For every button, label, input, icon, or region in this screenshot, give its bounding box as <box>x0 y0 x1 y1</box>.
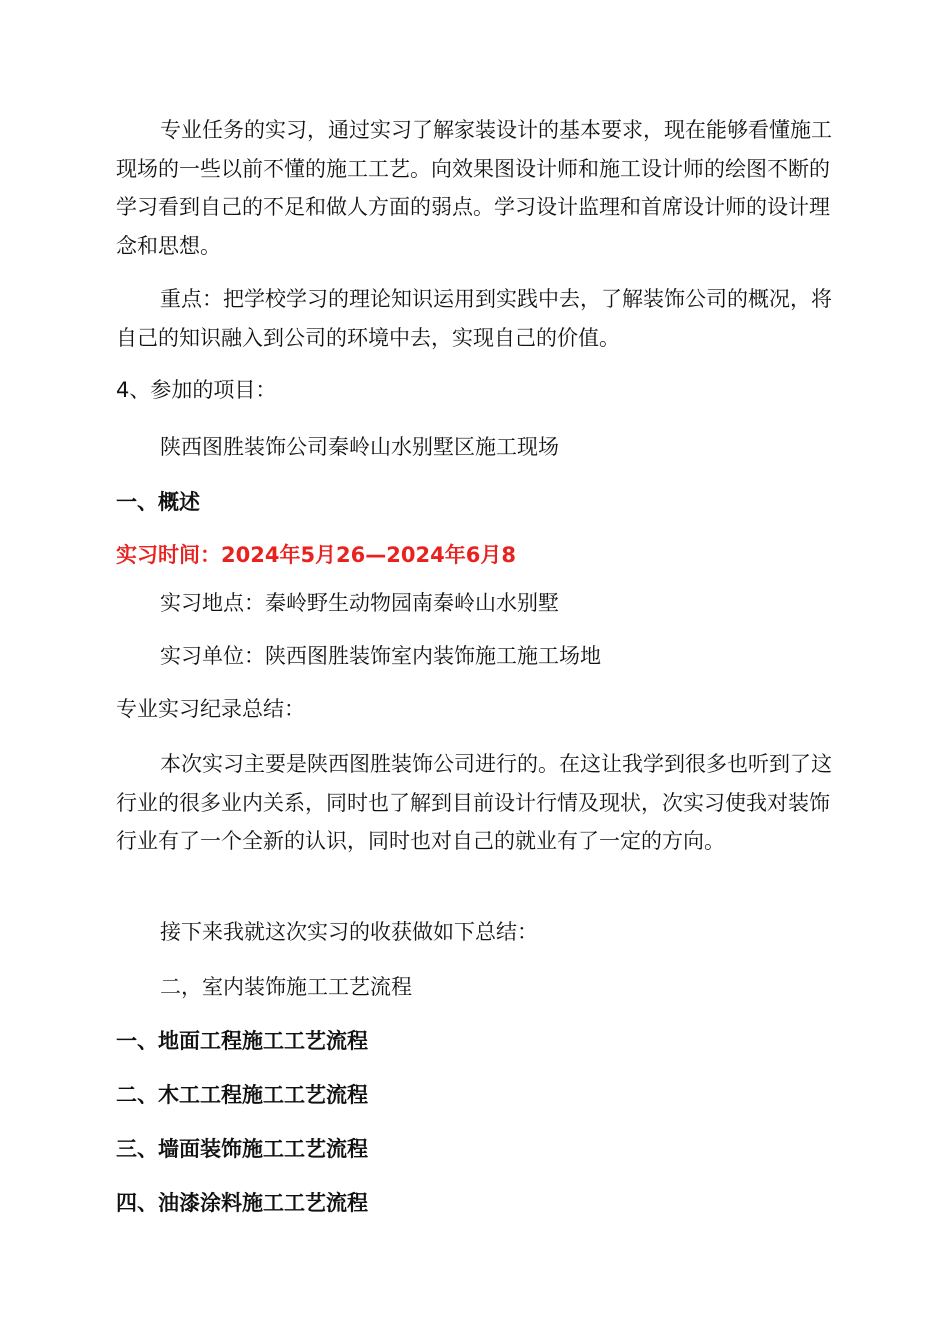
paragraph-internship-summary: 本次实习主要是陕西图胜装饰公司进行的。在这让我学到很多也听到了这行业的很多业内关系，同时也了解到目前设计行情及现状，次实习使我对装饰行业有了一个全新的认识，同时也对自己的就业有了一定的方向。 <box>116 752 832 853</box>
internship-time: 实习时间：2024年5月26—2024年6月8 <box>116 543 516 567</box>
internship-unit: 实习单位：陕西图胜装饰室内装饰施工施工场地 <box>160 644 601 668</box>
heading-floor-process: 一、地面工程施工工艺流程 <box>116 1029 368 1053</box>
paragraph-record-summary-heading: 专业实习纪录总结： <box>116 697 305 721</box>
heading-paint-process: 四、油漆涂料施工工艺流程 <box>116 1191 368 1215</box>
paragraph-projects-heading: 4、参加的项目： <box>116 378 277 402</box>
section-heading-overview: 一、概述 <box>116 490 200 514</box>
paragraph-summary-intro: 接下来我就这次实习的收获做如下总结： <box>160 920 538 944</box>
paragraph-internship-intro: 专业任务的实习，通过实习了解家装设计的基本要求，现在能够看懂施工现场的一些以前不懂的施工工艺。向效果图设计师和施工设计师的绘图不断的学习看到自己的不足和做人方面的弱点。学习设计监理和首席设计师的设计理念和思想。 <box>116 118 832 258</box>
section-heading-process: 二，室内装饰施工工艺流程 <box>160 975 412 999</box>
heading-wall-process: 三、墙面装饰施工工艺流程 <box>116 1137 368 1161</box>
internship-location: 实习地点：秦岭野生动物园南秦岭山水别墅 <box>160 591 559 615</box>
paragraph-key-points: 重点：把学校学习的理论知识运用到实践中去，了解装饰公司的概况，将自己的知识融入到公司的环境中去，实现自己的价值。 <box>116 287 832 350</box>
paragraph-project-site: 陕西图胜装饰公司秦岭山水别墅区施工现场 <box>160 435 559 459</box>
heading-carpentry-process: 二、木工工程施工工艺流程 <box>116 1083 368 1107</box>
